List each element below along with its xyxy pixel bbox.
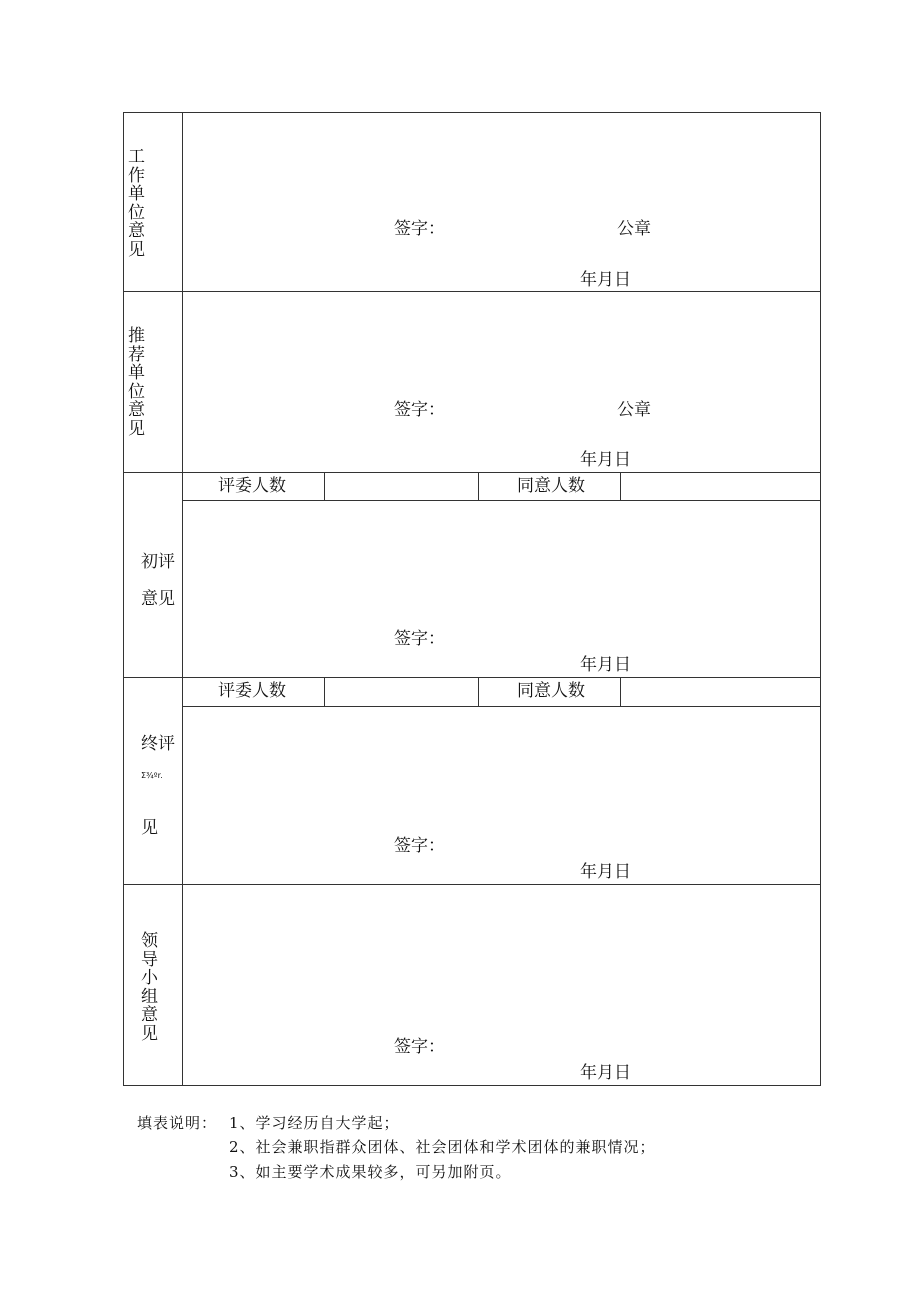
leadership-opinion-area[interactable]	[184, 886, 819, 1026]
recommend-unit-seal-label: 公章	[617, 400, 651, 420]
work-unit-sign-label: 签字：	[394, 219, 445, 239]
initial-count-row-bottom	[182, 500, 821, 501]
final-review-opinion-area[interactable]	[184, 708, 819, 828]
row-divider-2	[123, 472, 821, 473]
initial-count-divider-1	[324, 472, 325, 501]
leadership-opinion-label: 领导小组意见	[141, 931, 158, 1044]
final-agree-count-label: 同意人数	[517, 681, 585, 701]
row-divider-4	[123, 884, 821, 885]
final-committee-count-label: 评委人数	[218, 681, 286, 701]
work-unit-date-label: 年月日	[580, 270, 631, 290]
initial-review-sign-label: 签字：	[394, 629, 445, 649]
notes-item-3: 3、如主要学术成果较多，可另加附页。	[229, 1163, 512, 1181]
final-review-label-line1: 终评	[141, 734, 175, 754]
final-review-sign-label: 签字：	[394, 836, 445, 856]
table-border-top	[123, 112, 821, 113]
notes-item-1: 1、学习经历自大学起；	[229, 1114, 400, 1132]
notes-item-2: 2、社会兼职指群众团体、社会团体和学术团体的兼职情况；	[229, 1138, 656, 1156]
initial-count-divider-2	[478, 472, 479, 501]
recommend-unit-opinion-area[interactable]	[184, 293, 819, 393]
recommend-unit-sign-label: 签字：	[394, 400, 445, 420]
recommend-unit-date-label: 年月日	[580, 450, 631, 470]
label-column-divider	[182, 112, 183, 1086]
initial-review-opinion-area[interactable]	[184, 502, 819, 622]
recommend-unit-opinion-label: 推荐单位意见	[128, 326, 145, 439]
final-review-label-garbled: Σ¾ºr.	[141, 771, 163, 780]
initial-review-label-line1: 初评	[141, 552, 175, 572]
final-review-date-label: 年月日	[580, 862, 631, 882]
final-count-row-bottom	[182, 706, 821, 707]
table-border-bottom	[123, 1085, 821, 1086]
work-unit-opinion-area[interactable]	[184, 114, 819, 214]
final-count-divider-2	[478, 677, 479, 707]
work-unit-opinion-label: 工作单位意见	[128, 147, 145, 260]
initial-review-label-line2: 意见	[141, 589, 175, 609]
table-border-right	[820, 112, 821, 1086]
initial-committee-count-label: 评委人数	[218, 476, 286, 496]
leadership-sign-label: 签字：	[394, 1037, 445, 1057]
notes-heading: 填表说明：	[137, 1114, 218, 1132]
final-count-divider-1	[324, 677, 325, 707]
row-divider-1	[123, 291, 821, 292]
initial-count-divider-3	[620, 472, 621, 501]
leadership-date-label: 年月日	[580, 1063, 631, 1083]
initial-agree-count-label: 同意人数	[517, 476, 585, 496]
row-divider-3	[123, 677, 821, 678]
table-border-left	[123, 112, 124, 1086]
work-unit-seal-label: 公章	[617, 219, 651, 239]
final-count-divider-3	[620, 677, 621, 707]
initial-review-date-label: 年月日	[580, 655, 631, 675]
final-review-label-line3: 见	[141, 818, 158, 838]
